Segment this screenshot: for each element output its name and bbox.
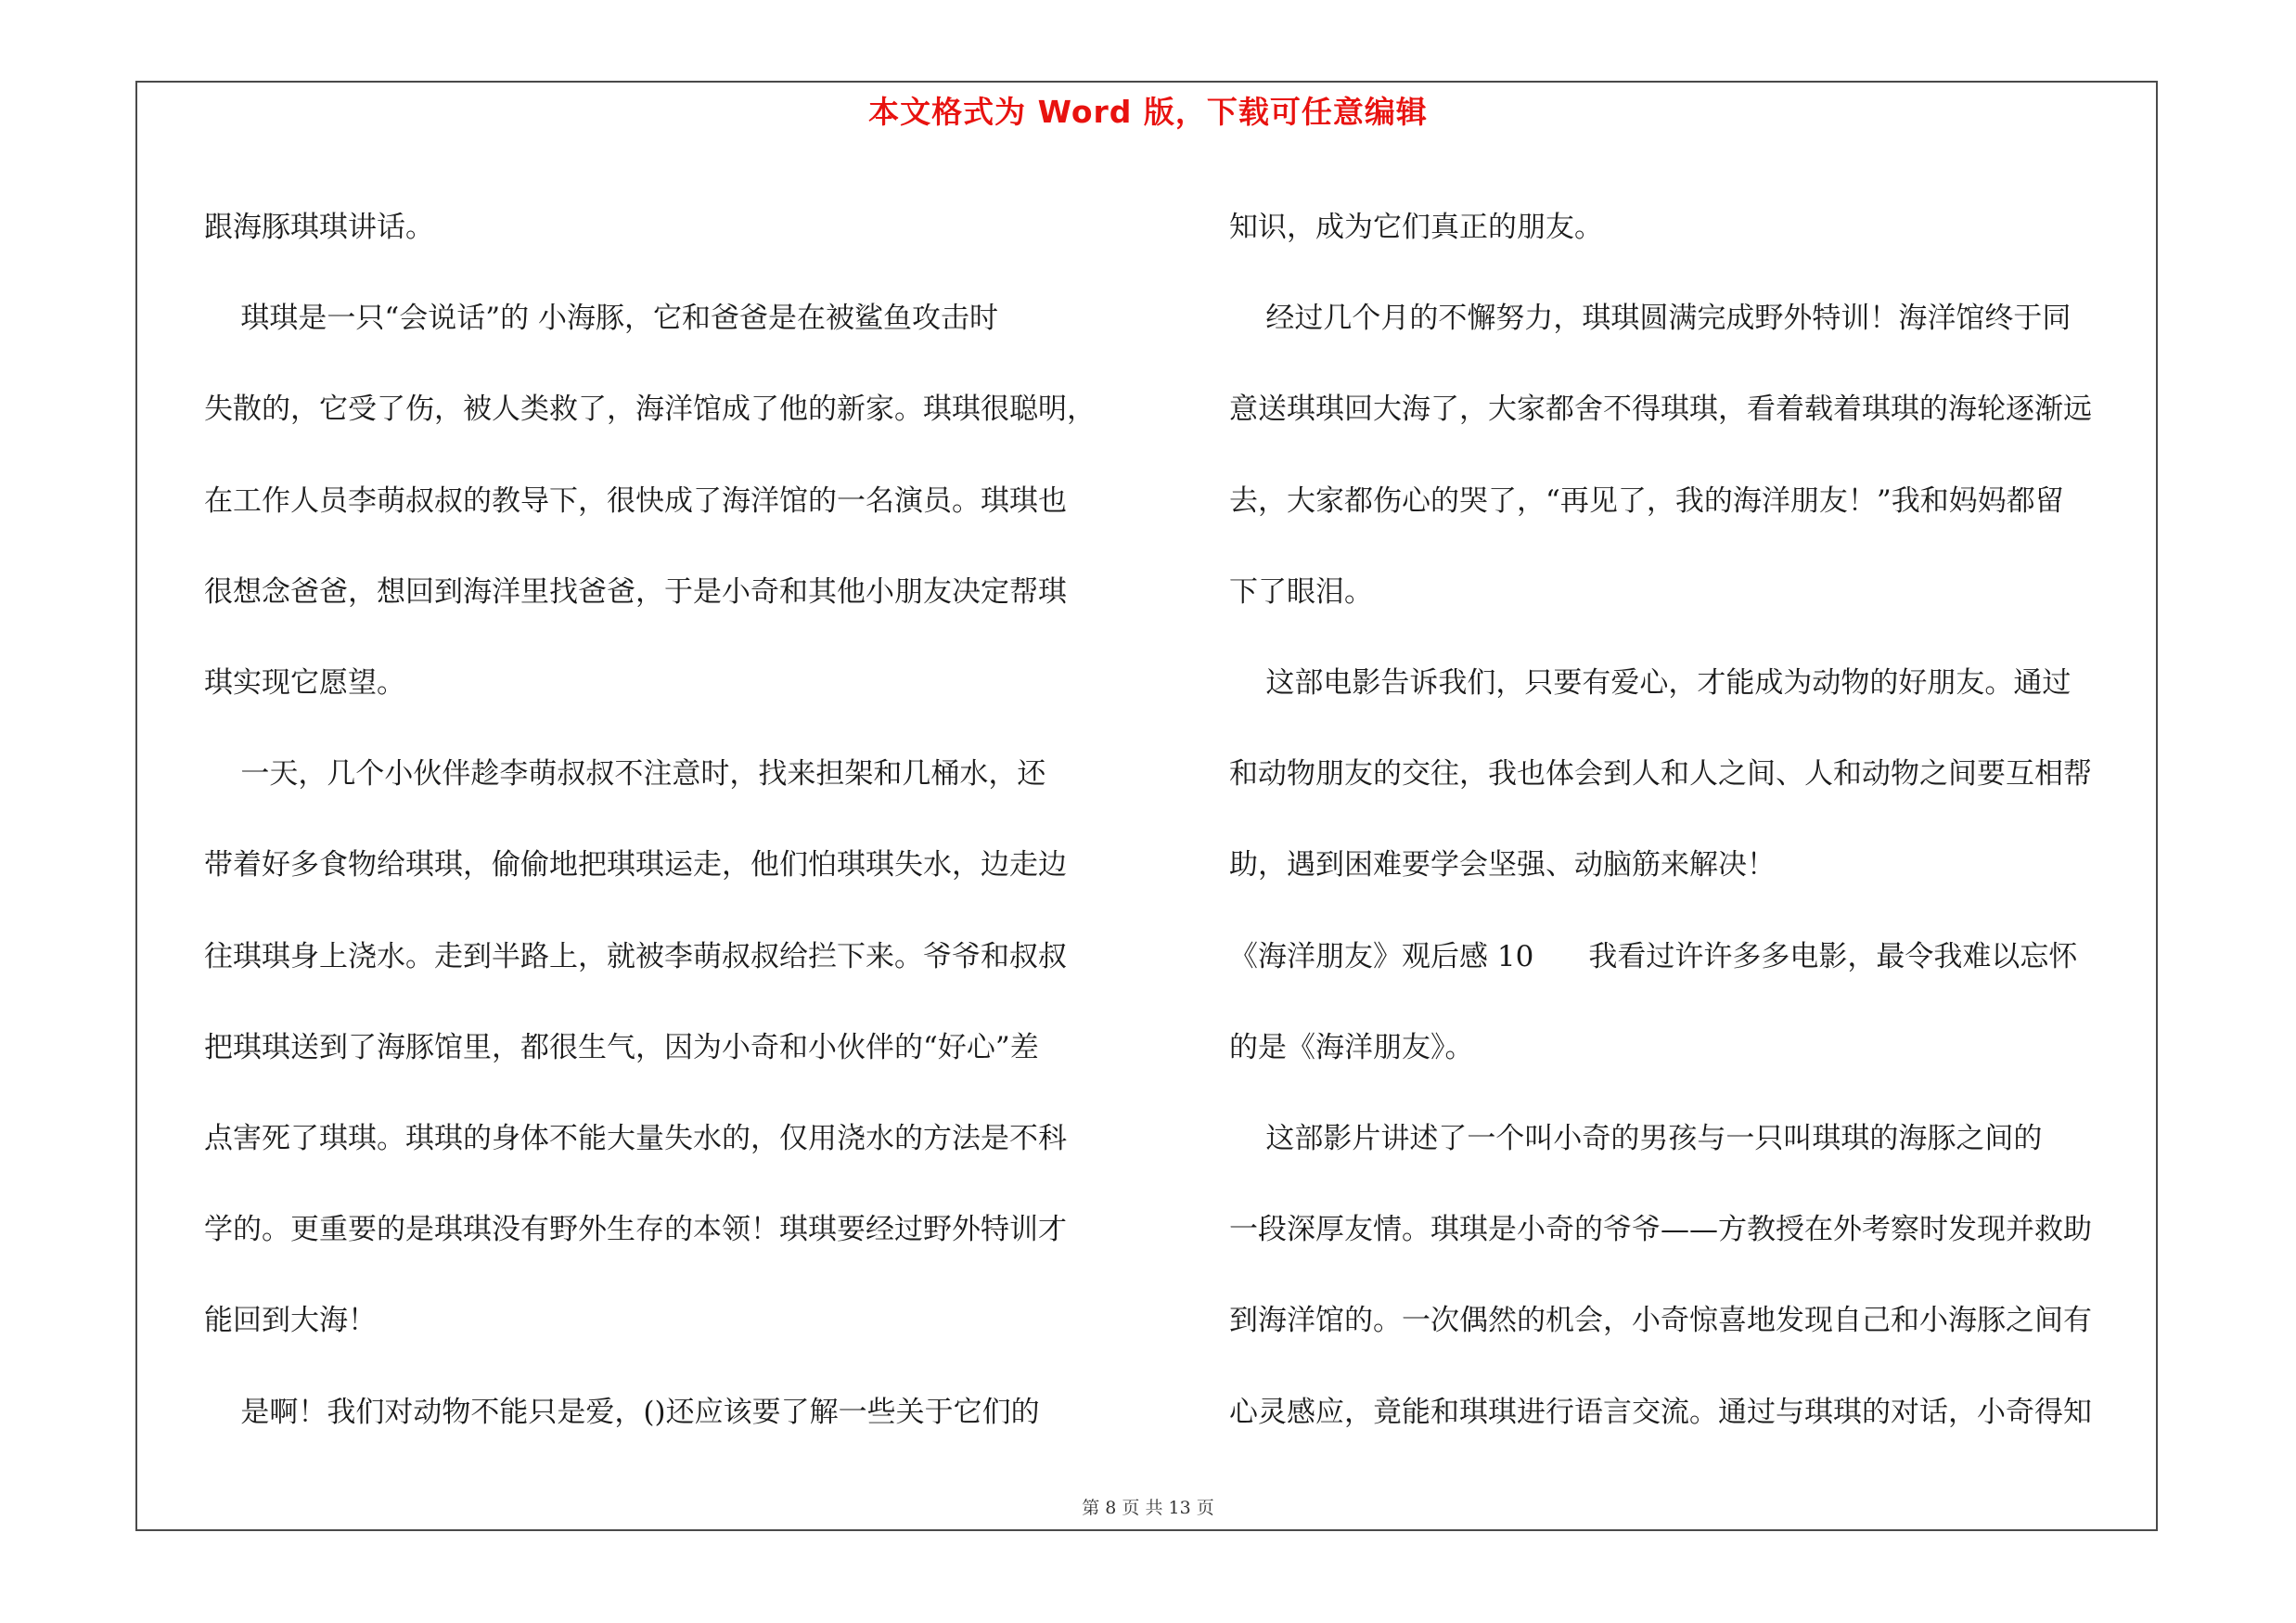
- text-line: 能回到大海！: [204, 1304, 377, 1338]
- text-line: 这部影片讲述了一个叫小奇的男孩与一只叫琪琪的海豚之间的: [1229, 1122, 2043, 1156]
- text-line: 一天，几个小伙伴趁李萌叔叔不注意时，找来担架和几桶水，还: [204, 757, 1046, 792]
- text-line: 去，大家都伤心的哭了，“再见了，我的海洋朋友！”我和妈妈都留: [1229, 483, 2064, 518]
- text-line: 是啊！我们对动物不能只是爱，()还应该要了解一些关于它们的: [204, 1395, 1040, 1429]
- text-line: 和动物朋友的交往，我也体会到人和人之间、人和动物之间要互相帮: [1229, 757, 2092, 792]
- text-line: 心灵感应，竟能和琪琪进行语言交流。通过与琪琪的对话，小奇得知: [1229, 1395, 2092, 1429]
- text-line: 琪实现它愿望。: [204, 666, 405, 701]
- left-column: [204, 182, 1141, 1458]
- text-line: 跟海豚琪琪讲话。: [204, 211, 434, 244]
- text-line: 到海洋馆的。一次偶然的机会，小奇惊喜地发现自己和小海豚之间有: [1229, 1304, 2092, 1338]
- text-line: 一段深厚友情。琪琪是小奇的爷爷——方教授在外考察时发现并救助: [1229, 1213, 2092, 1247]
- text-line: 很想念爸爸，想回到海洋里找爸爸，于是小奇和其他小朋友决定帮琪: [204, 574, 1067, 609]
- text-line: 失散的，它受了伤，被人类救了，海洋馆成了他的新家。琪琪很聪明，: [204, 393, 1096, 427]
- text-line: 的是《海洋朋友》。: [1229, 1030, 1474, 1064]
- text-line: 把琪琪送到了海豚馆里，都很生气，因为小奇和小伙伴的“好心”差: [204, 1030, 1039, 1064]
- text-line: 《海洋朋友》观后感 10 我看过许许多多电影，最令我难以忘怀: [1229, 939, 2078, 973]
- text-line: 意送琪琪回大海了，大家都舍不得琪琪，看着载着琪琪的海轮逐渐远: [1229, 393, 2092, 427]
- text-line: 学的。更重要的是琪琪没有野外生存的本领！琪琪要经过野外特训才: [204, 1213, 1067, 1247]
- text-line: 带着好多食物给琪琪，偷偷地把琪琪运走，他们怕琪琪失水，边走边: [204, 848, 1067, 882]
- text-line: 下了眼泪。: [1229, 574, 1373, 609]
- text-line: 点害死了琪琪。琪琪的身体不能大量失水的，仅用浇水的方法是不科: [204, 1122, 1067, 1156]
- text-line: 往琪琪身上浇水。走到半路上，就被李萌叔叔给拦下来。爷爷和叔叔: [204, 939, 1067, 973]
- right-column: [1229, 182, 2148, 1458]
- text-line: 在工作人员李萌叔叔的教导下，很快成了海洋馆的一名演员。琪琪也: [204, 483, 1067, 518]
- text-line: 这部电影告诉我们，只要有爱心，才能成为动物的好朋友。通过: [1229, 666, 2072, 701]
- header-banner: 本文格式为 Word 版，下载可任意编辑: [868, 94, 1428, 130]
- page-number: 第 8 页 共 13 页: [1082, 1498, 1214, 1518]
- text-line: 经过几个月的不懈努力，琪琪圆满完成野外特训！海洋馆终于同: [1229, 302, 2072, 336]
- text-line: 琪琪是一只“会说话”的 小海豚，它和爸爸是在被鲨鱼攻击时: [204, 302, 998, 336]
- text-line: 知识，成为它们真正的朋友。: [1229, 211, 1603, 244]
- text-line: 助，遇到困难要学会坚强、动脑筋来解决！: [1229, 848, 1776, 882]
